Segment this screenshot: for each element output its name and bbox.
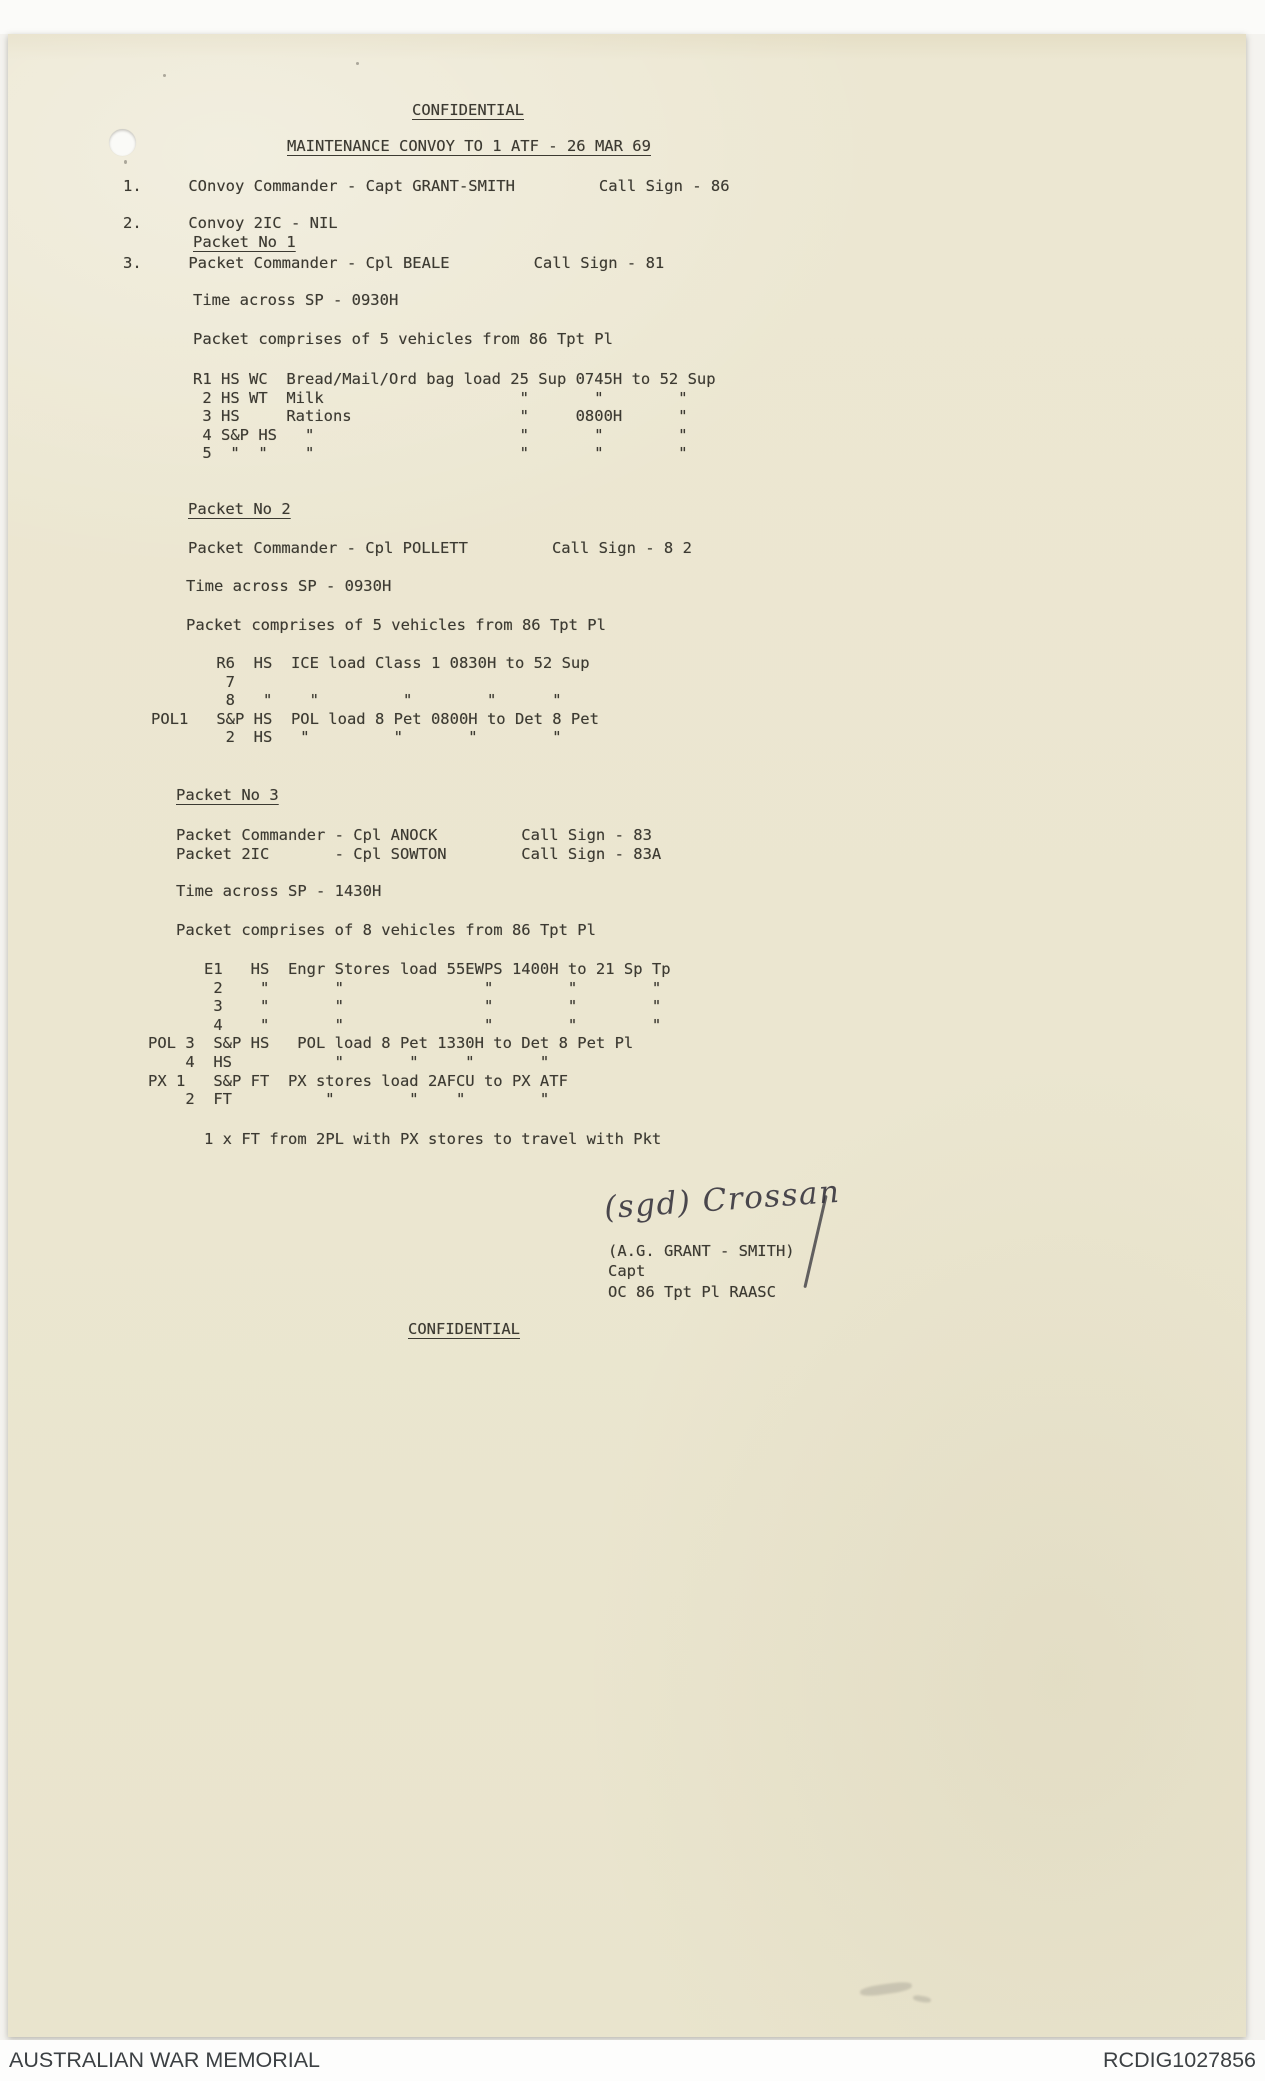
- vehicle-row: POL 3 S&P HS POL load 8 Pet 1330H to Det 8 Pet Pl: [148, 1034, 634, 1053]
- vehicle-row: 2 HS " " " ": [151, 728, 562, 747]
- archive-name-label: AUSTRALIAN WAR MEMORIAL: [9, 2048, 320, 2072]
- scan-speck: [124, 160, 127, 164]
- scanner-backing: [0, 0, 1265, 34]
- convoy-commander-line: 1. COnvoy Commander - Capt GRANT-SMITH Call Sign - 86: [123, 177, 730, 195]
- vehicle-row: 3 " " " " ": [148, 997, 662, 1016]
- scan-smudge: [913, 1994, 932, 2003]
- record-id-label: RCDIG1027856: [1103, 2048, 1256, 2072]
- vehicle-row: POL1 S&P HS POL load 8 Pet 0800H to Det 8 Pet: [151, 709, 599, 728]
- packet-1-time-line: Time across SP - 0930H: [193, 291, 399, 309]
- vehicle-row: 3 HS Rations " 0800H ": [193, 407, 688, 426]
- packet-2-time-line: Time across SP - 0930H: [186, 577, 392, 595]
- vehicle-row: 8 " " " " ": [151, 691, 562, 710]
- convoy-2ic-line: 2. Convoy 2IC - NIL: [123, 214, 338, 232]
- packet-2-commander-line: Packet Commander - Cpl POLLETT Call Sign - 8 2: [188, 539, 692, 557]
- vehicle-row: 4 " " " " ": [148, 1015, 662, 1034]
- packet-3-commander-line: Packet Commander - Cpl ANOCK Call Sign - 83: [176, 826, 652, 844]
- scan-speck: [163, 74, 166, 77]
- classification-top-label: CONFIDENTIAL: [412, 101, 524, 119]
- document-title: MAINTENANCE CONVOY TO 1 ATF - 26 MAR 69: [287, 137, 651, 155]
- vehicle-row: R1 HS WC Bread/Mail/Ord bag load 25 Sup 0745H to 52 Sup: [193, 370, 716, 388]
- packet-3-2ic-line: Packet 2IC - Cpl SOWTON Call Sign - 83A: [176, 845, 662, 863]
- packet-3-time-line: Time across SP - 1430H: [176, 882, 382, 900]
- packet-3-heading: Packet No 3: [176, 786, 279, 804]
- scanned-document: [8, 34, 1246, 2037]
- vehicle-row: 5 " " " " " ": [193, 444, 688, 463]
- vehicle-row: 7: [151, 672, 235, 691]
- packet-1-vehicle-table: [193, 370, 716, 463]
- packet-3-vehicle-table: [148, 960, 671, 1109]
- packet-1-heading: Packet No 1: [193, 233, 296, 251]
- signatory-name: (A.G. GRANT - SMITH): [608, 1242, 795, 1260]
- classification-bottom-label: CONFIDENTIAL: [408, 1320, 520, 1338]
- vehicle-row: 2 FT " " " ": [148, 1090, 550, 1109]
- packet-3-comprises-line: Packet comprises of 8 vehicles from 86 Tpt Pl: [176, 921, 596, 939]
- vehicle-row: 4 HS " " " ": [148, 1052, 550, 1071]
- archive-footer-bar: [0, 2040, 1265, 2081]
- packet-2-vehicle-table: [151, 654, 599, 747]
- signatory-rank: Capt: [608, 1262, 646, 1280]
- scan-smudge: [860, 1980, 913, 1997]
- vehicle-row: E1 HS Engr Stores load 55EWPS 1400H to 21 Sp Tp: [148, 960, 671, 978]
- handwritten-signature: (sgd) Crossan: [603, 1173, 842, 1227]
- vehicle-row: 4 S&P HS " " " ": [193, 425, 688, 444]
- packet-2-comprises-line: Packet comprises of 5 vehicles from 86 Tpt Pl: [186, 616, 606, 634]
- vehicle-row: 2 HS WT Milk " " ": [193, 388, 688, 407]
- vehicle-row: PX 1 S&P FT PX stores load 2AFCU to PX ATF: [148, 1071, 568, 1090]
- packet-1-commander-line: 3. Packet Commander - Cpl BEALE Call Sign - 81: [123, 254, 665, 272]
- vehicle-row: R6 HS ICE load Class 1 0830H to 52 Sup: [151, 654, 590, 672]
- signatory-appointment: OC 86 Tpt Pl RAASC: [608, 1283, 776, 1301]
- scan-speck: [356, 62, 359, 65]
- hole-punch: [109, 129, 136, 156]
- px-note-line: 1 x FT from 2PL with PX stores to travel with Pkt: [204, 1130, 662, 1148]
- packet-1-comprises-line: Packet comprises of 5 vehicles from 86 Tpt Pl: [193, 330, 613, 348]
- vehicle-row: 2 " " " " ": [148, 978, 662, 997]
- packet-2-heading: Packet No 2: [188, 500, 291, 518]
